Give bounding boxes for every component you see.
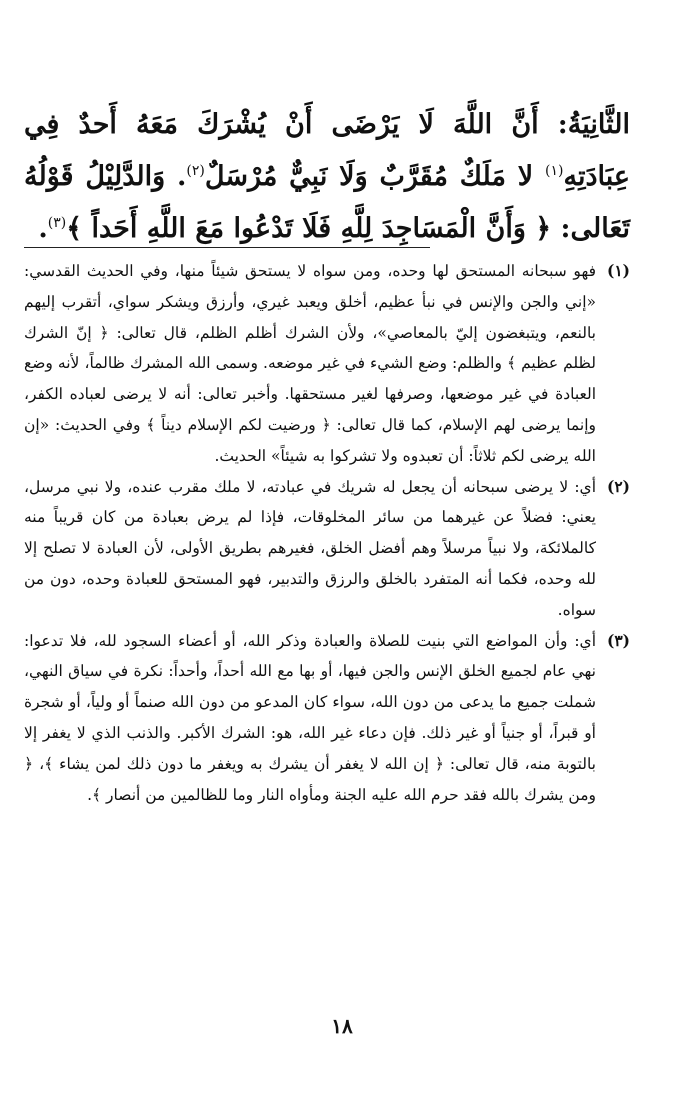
footnote-number: (٢) xyxy=(606,476,630,496)
footnote-ref-3: (٣) xyxy=(47,215,67,231)
footnote-3 xyxy=(24,626,630,811)
footnote-2 xyxy=(24,472,630,626)
footnote-1 xyxy=(24,256,630,472)
main-text-part-4: . xyxy=(38,213,48,244)
main-text-part-3: . وَالدَّلِيْلُ قَوْلُهُ تَعَالى: ﴿ وَأَنَّ الْمَسَاجِدَ لِلَّهِ فَلَا تَدْعُوا مَعَ اللَّهِ أَحَداً ﴾ xyxy=(24,161,630,244)
main-text xyxy=(24,102,630,252)
footnote-ref-2: (٢) xyxy=(186,163,205,179)
footnote-text: فهو سبحانه المستحق لها وحده، ومن سواه لا يستحق شيئاً منها، وفي الحديث القدسي: «إني والجن والإنس في نبأ عظيم، أخلق ويعبد غيري، وأرزق ويشكر سواي، أتقرب إليهم بالنعم، ويتبغضون إليّ بالمعاصي»، ولأن الشرك أظلم الظلم، قال تعالى: ﴿ إنّ الشرك لظلم عظيم ﴾ والظلم: وضع الشيء في غير موضعه. وسمى الله المشرك ظالماً، لأنه وضع العبادة في غير موضعها، وصرفها لغير مستحقها. وأخبر تعالى: أنه لا يرضى لعباده الكفر، وإنما يرضى لهم الإسلام، كما قال تعالى: ﴿ ورضيت لكم الإسلام ديناً ﴾ وفي الحديث: «إن الله يرضى لكم ثلاثاً: أن تعبدوه ولا تشركوا به شيئاً» الحديث. xyxy=(24,262,596,465)
footnote-text: أي: لا يرضى سبحانه أن يجعل له شريك في عبادته، لا ملك مقرب عنده، ولا نبي مرسل، يعني: فضلاً عن غيرهما من سائر المخلوقات، فإذا لم يرض بعبادة من كان قريباً منه كالملائكة، ولا نبياً مرسلاً وهم أفضل الخلق، فغيرهم بطريق الأولى، لأن العبادة لا تصلح إلا لله وحده، فكما أنه المتفرد بالخلق والرزق والتدبير، فهو المستحق للعبادة وحده، دون من سواه. xyxy=(24,477,596,619)
footnote-ref-1: (١) xyxy=(545,163,564,179)
footnote-number: (٣) xyxy=(606,630,630,650)
footnote-text: أي: وأن المواضع التي بنيت للصلاة والعبادة وذكر الله، أو أعضاء السجود لله، فلا تدعوا: نهي عام لجميع الخلق الإنس والجن فيها، أو بها مع الله أحداً، وأحداً: نكرة في سياق النهي، شملت جميع ما يدعى من دون الله، سواء كان المدعو من دون الله صنماً أو ولياً، أو شجرة أو قبراً، أو جنياً أو غير ذلك. فإن دعاء غير الله، هو: الشرك الأكبر. والذنب الذي لا يغفر إلا بالتوبة منه، قال تعالى: ﴿ إن الله لا يغفر أن يشرك به ويغفر ما دون ذلك لمن يشاء ﴾، ﴿ ومن يشرك بالله فقد حرم الله عليه الجنة ومأواه النار وما للظالمين من أنصار ﴾. xyxy=(24,631,596,804)
footnotes xyxy=(24,256,630,810)
main-text-part-1: الثَّانِيَةُ: أَنَّ اللَّهَ لَا يَرْضَى أَنْ يُشْرَكَ مَعَهُ أَحدٌ فِي عِبَادَتِهِ xyxy=(24,109,630,192)
footnote-separator xyxy=(24,247,430,248)
main-text-part-2: لا مَلَكٌ مُقَرَّبٌ وَلَا نَبِيٌّ مُرْسَلٌ xyxy=(204,161,546,192)
footnote-number: (١) xyxy=(606,261,630,280)
page-number: ١٨ xyxy=(331,1014,353,1038)
